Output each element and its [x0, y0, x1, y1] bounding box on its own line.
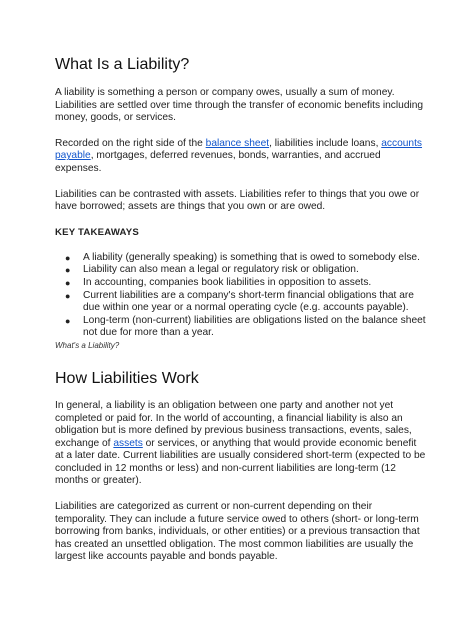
section-title: How Liabilities Work: [55, 369, 199, 387]
how-text-1: In general, a liability is an obligation between one party and another not yet completed or paid for. In the world of accounting, a financial liability is also an obligation but is more defined by previous business transactions, events, sales, exchange of: [55, 399, 412, 449]
takeaway-text: In accounting, companies book liabilities in opposition to assets.: [83, 276, 372, 288]
takeaway-text: Current liabilities are a company's short-term financial obligations that are due within one year or a normal operating cycle (e.g. accounts payable).: [83, 289, 414, 314]
assets-link[interactable]: assets: [113, 437, 143, 449]
recorded-text-2: , liabilities include loans,: [269, 137, 382, 149]
bullet-icon: ●: [65, 252, 71, 263]
bullet-icon: ●: [65, 277, 71, 288]
recorded-paragraph: [55, 138, 426, 176]
how-paragraph-1: [55, 400, 426, 488]
recorded-text-1: Recorded on the right side of the: [55, 137, 206, 149]
takeaway-item: [65, 251, 426, 265]
takeaway-text: A liability (generally speaking) is something that is owed to somebody else.: [83, 251, 420, 263]
key-takeaways-heading: KEY TAKEAWAYS: [55, 226, 139, 238]
bullet-icon: ●: [65, 315, 71, 326]
how-paragraph-2: Liabilities are categorized as current or non-current depending on their temporality. They can include a future service owed to others (short- or long-term borrowing from banks, individuals, or other entities) or a previous transaction that has created an unsettled obligation. The most common liabilities are usually the largest like accounts payable and bonds payable.: [55, 501, 420, 563]
takeaway-text: Liability can also mean a legal or regulatory risk or obligation.: [83, 264, 359, 276]
accounts-payable-link[interactable]: accounts payable: [55, 137, 423, 162]
takeaway-item: [65, 314, 426, 340]
balance-sheet-link[interactable]: balance sheet: [205, 137, 270, 149]
takeaway-item: [65, 276, 426, 290]
how-text-2: or services, or anything that would provide economic benefit at a later date. Current liabilities are usually considered short-term (expected to be concluded in 12 months or less) and non-current liabilities are long-term (12 months or greater).: [55, 437, 426, 487]
bullet-icon: ●: [65, 265, 71, 276]
video-caption: What's a Liability?: [55, 340, 120, 350]
intro-paragraph: A liability is something a person or company owes, usually a sum of money. Liabilities are settled over time through the transfer of economic benefits including money, goods, or services.: [55, 87, 424, 124]
takeaway-text: Long-term (non-current) liabilities are obligations listed on the balance sheet not due for more than a year.: [83, 314, 426, 339]
takeaway-item: [65, 264, 426, 277]
bullet-icon: ●: [65, 290, 71, 301]
recorded-text-3: , mortgages, deferred revenues, bonds, warranties, and accrued expenses.: [55, 150, 381, 174]
takeaway-item: [65, 289, 426, 315]
contrast-paragraph: Liabilities can be contrasted with assets. Liabilities refer to things that you owe or have borrowed; assets are things that you own or are owed.: [55, 188, 420, 213]
article-title: What Is a Liability?: [55, 56, 190, 73]
key-takeaways-list: [55, 252, 426, 340]
